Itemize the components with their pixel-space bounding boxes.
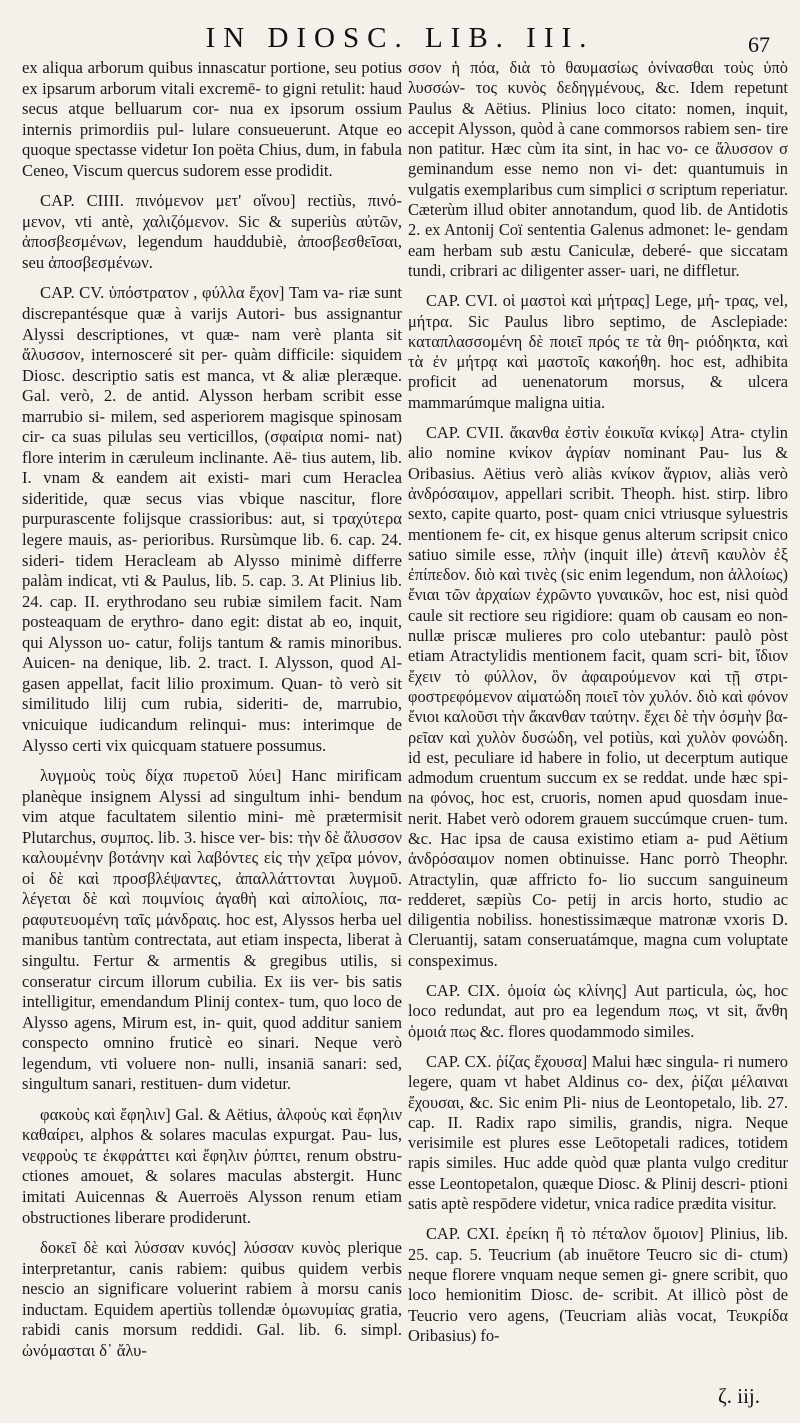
paragraph: ex aliqua arborum quibus innascatur portione, seu potius ex ipsarum arborum vitali excremē- to gigni retulit: haud secus atque belluarum cor- nua ex ipsorum ossium internis primordiis pul- lulare consueuerunt. Atque eo quoque spectasse videtur Ion poëta Chius, dum, in fabula Ceneo, Viscum quercus sudorem esse prodidit. [22,58,402,180]
paragraph: CAP. CX. ῥίζας ἔχουσα] Malui hæc singula- ri numero legere, quam vt habet Aldinus co- dex, ῥίζαι μέλαιναι ἔχουσαι, &c. Sic enim Pli- nius de Leontopetalo, lib. 27. cap. II. Radix rapo similis, grandis, nigra. Neque verisimile est plures esse Leōtopetali radices, totidem rapis similes. Huc adde quòd quæ planta vulgo creditur esse Leontopetalon, quæque Diosc. & Plinij descri- ptioni satis aptè respōdere videtur, vnica radice prædita visitur. [408,1051,788,1214]
paragraph: CAP. CIX. ὁμοία ὡς κλίνης] Aut particula, ὡς, hoc loco redundat, aut pro ea legendum πως, vt sit, ἄνθη ὁμοιά πως &c. flores quodammodo similes. [408,981,788,1041]
left-column [22,58,402,1361]
paragraph: λυγμοὺς τοὺς δίχα πυρετοῦ λύει] Hanc mirificam planèque insignem Alyssi ad singultum inhi- bendum vim atque facultatem silentio mini- mè prætermisit Plutarchus, συμπος. lib. 3. hisce ver- bis: τὴν δὲ ἄλυσσον καλουμένην βοτάνην καὶ λαβόντες εἰς τὴν χεῖρα μόνον, οἱ δὲ καὶ προσβλέψαντες, ἀπαλλάττονται λυγμοῦ. λέγεται δὲ καὶ ποιμνίοις ἀγαθὴ καὶ αἰπολίοις, πα- ραφυτευομένη ταῖς μάνδραις. hoc est, Alyssos herba uel manibus tantùm contrectata, aut etiam inspecta, liberat à singultu. Fertur & armentis & gregibus utilis, si conseratur circum illorum cubilia. Ex iis ver- bis satis intelligitur, emendandum Plinij contex- tum, quo loco de Alysso agens, Mirum est, in- quit, quod additur saniem conspecto omnino fruticè eo sinari. Neque verò legendum, vti voluere non- nulli, insaniā sanari: sed, singultum sanari, restituen- dum videtur. [22,766,402,1094]
right-column [408,58,788,1346]
paragraph: CAP. CXI. ἐρείκη ἢ τὸ πέταλον ὅμοιον] Plinius, lib. 25. cap. 5. Teucrium (ab inuētore Teucro sic di- ctum) neque florere vnquam neque semen gi- gnere scribit, quo loco hemionitim Diosc. de- scribit. At illicò pòst de Teucrio vero agens, (Teucriam aliàs vocat, Τευκρίδα Oribasius) fo- [408,1224,788,1345]
running-head [0,14,800,57]
paragraph: δοκεῖ δὲ καὶ λύσσαν κυνός] λύσσαν κυνὸς plerique interpretantur, canis rabiem: quibus quidem verbis nescio an significare voluerint rabiem à morsu canis inductam. Equidem apertiùs tollendæ ὁμωνυμίας gratia, rabidi canis morsum reddidi. Gal. lib. 6. simpl. ὠνόμασται δ᾽ ἄλυ- [22,1238,402,1360]
running-title: IN DIOSC. LIB. III. [205,22,595,54]
paragraph: CAP. CVI. οἱ μαστοὶ καὶ μήτρας] Lege, μή- τρας, vel, μήτρα. Sic Paulus libro septimo, de Asclepiade: καταπλασσομένη δὲ ποιεῖ πρός τε τὰ θη- ριόδηκτα, καὶ τὰ ἐν μήτρᾳ καὶ μαστοῖς κακοήθη. hoc est, adhibita proficit ad uenenatorum morsus, & ulcera mammarúmque maligna uitia. [408,291,788,412]
paragraph: CAP. CIIII. πινόμενον μετ' οἴνου] rectiùs, πινό- μενον, vti antè, χαλιζόμενον. Sic & superiùs αὐτῶν, ἀποσβεσμένων, legendum hauddubiè, ἀποσβεσθεῖσαι, seu ἀποσβεσμένων. [22,191,402,272]
paragraph: CAP. CV. ὑπόστρατον , φύλλα ἔχον] Tam va- riæ sunt discrepantésque quæ à varijs Autori- bus assignantur Alyssi descriptiones, vt quæ- nam verè planta sit ἄλυσσον, internosceré sit per- quàm difficile: siquidem Diosc. descriptio satis est manca, vt & aliæ pleræque. Gal. verò, 2. de antid. Alysson herbam scribit esse marrubio si- milem, sed asperiorem magisque spinosam cir- ca suas pilulas seu verticillos, (σφαίρια nomi- nat) flore interim in cæruleum inclinante. Aë- tius autem, lib. I. vnam & eandem ait existi- mari cum Heraclea sideritide, quæ secus vias vbique nascitur, flore purpurascente folijsque crassioribus: aut, si τραχύτερα legere mauis, as- perioribus. Rursùmque lib. 6. cap. 24. sideri- tidem Heracleam ab Alysso minimè differre palàm indicat, vti & Paulus, lib. 5. cap. 3. At Plinius lib. 24. cap. II. erythrodano seu rubiæ similem facit. Nam posteaquam de erythro- dano egit: distat ab eo, inquit, qui Alysson uo- catur, folijs tantum & ramis minoribus. Auicen- na denique, lib. 2. tract. I. Alysson, quod Al- gasen appellat, facit lilio proximum. Quan- tò verò sit similitudo lilij cum rubia, sideriti- de, marrubio, vnicuique iudicandum relinqui- mus: interimque de Alysso certi vix quicquam statuere possumus. [22,283,402,755]
paragraph: σσον ἡ πόα, διὰ τὸ θαυμασίως ὀνίνασθαι τοὺς ὑπὸ λυσσών- τος κυνὸς δεδηγμένους, &c. Idem repetunt Paulus & Aëtius. Plinius loco citato: nomen, inquit, accepit Alysson, quòd à cane commorsos rabiem sen- tire non patitur. Hæc cùm ita sint, in hac vo- ce ἄλυσσον σ geminandum esse nemo non vi- det: quantumuis in vulgatis exemplaribus cum simplici σ scriptum reperiatur. Cæterùm illud obiter annotandum, quod lib. de Antidotis 2. ex Antonij Coï sententia Galenus admonet: le- gendam eam herbam sub æstu Caniculæ, deberé- que siccatam tundi, cribrari ac diligenter asser- uari, ne diffletur. [408,58,788,280]
paragraph: φακοὺς καὶ ἔφηλιν] Gal. & Aëtius, ἀλφοὺς καὶ ἔφηλιν καθαίρει, alphos & solares maculas expurgat. Pau- lus, νεφροὺς τε ἐκφράττει καὶ ἔφηλιν ῥύπτει, renum obstru- ctiones amouet, & solares maculas abstergit. Hunc imitati Auicennas & Auerroës Alysson renum etiam obstructiones liberare prodiderunt. [22,1104,402,1227]
paragraph: CAP. CVII. ἄκανθα ἐστὶν ἐοικυῖα κνίκῳ] Atra- ctylin alio nomine κνίκον ἀγρίαν nominant Pau- lus & Oribasius. Aëtius verò aliàs κνίκον ἄγριον, aliàs verò ἀνδρόσαιμον, appellari scribit. Theoph. hist. stirp. libro sexto, capite quarto, post- quam cnici vtriusque syluestris mentionem fe- cit, ex hisque genus alterum scripsit cnico satiuo simile esse, πλὴν (inquit ille) ἀτενῆ καυλὸν ἐξ ἐπίπεδον. διὸ καὶ τινὲς (sic enim legendum, non ἀλλοίως) ἔνιαι τῶν ἀρχαίων ἐχρῶντο γυναικῶν, hoc est, nisi quòd caule sit rectiore seu rigidiore: quam ob causam eo non- nullæ priscæ mulieres pro colo utebantur: paulò pòst etiam Atractylidis mentionem facit, quam scri- bit, ἴδιον ἔχειν τὸ φύλλον, ὃν ἀφαιρούμενον καὶ τῇ στρι- φοστρεφόμενον αἱματώδη ποιεῖ τὸν χυλόν. διὸ καὶ φόνον ἔνιοι καλοῦσι τὴν ἄκανθαν ταύτην. ἔχει δὲ τὴν ὀσμὴν βα- ρεῖαν καὶ χυλὸν δυσώδη, vel potiùs, καὶ χυλὸν φονώδη. id est, peculiare id habere in folio, ut decerptum autique admodum cruentum succum ex se reddat. unde hæc spi- na φόνος, hoc est, cruoris, nomen apud quosdam inue- nerit. Habet verò odorem grauem succúmque cruen- tum. &c. Hac ipsa de causa existimo etiam a- pud Aëtium ἀνδρόσαιμον nomen obtinuisse. Hanc porrò Theophr. Atractylin, quæ affricto fo- lio succum sanguineum redderet, sæpiùs Co- petij in arcis horto, studio ac diligentia nobiliss. honestissimæque matronæ vxoris D. Cleruantij, satam conseruatámque, magna cum voluptate conspeximus. [408,423,788,970]
page-number: 67 [748,32,770,57]
signature-mark: ζ. iij. [718,1384,760,1408]
